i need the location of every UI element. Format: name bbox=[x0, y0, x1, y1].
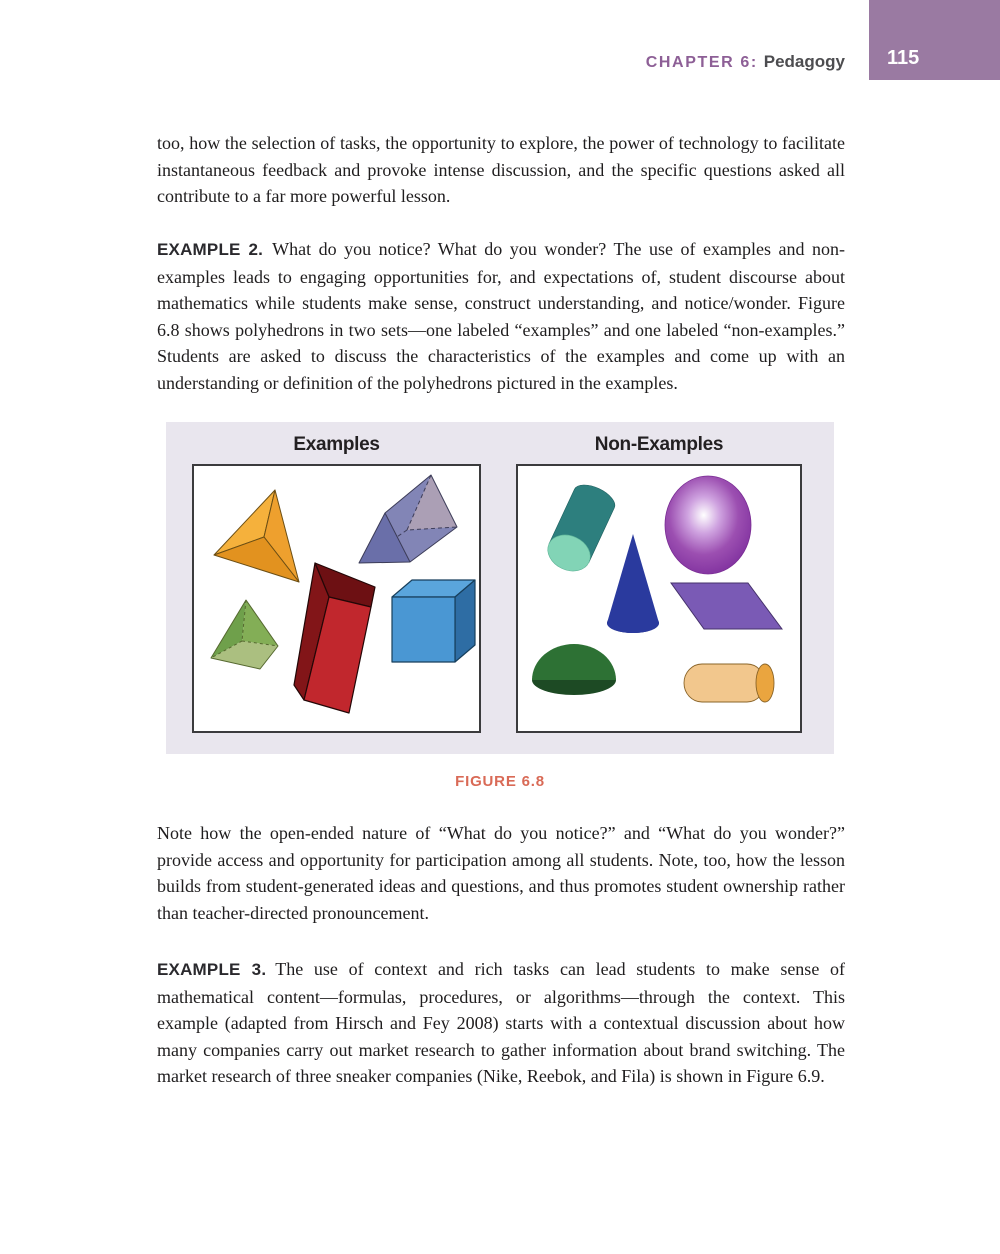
cone-shape bbox=[607, 534, 659, 633]
paragraph-example-3 bbox=[157, 956, 845, 1090]
running-head bbox=[646, 52, 845, 72]
rectangular-prism-shape bbox=[294, 563, 375, 713]
example-3-label: EXAMPLE 3. bbox=[157, 960, 267, 979]
page-number-tab bbox=[869, 0, 1000, 80]
paragraph-example-2 bbox=[157, 236, 845, 396]
example-2-text: What do you notice? What do you wonder? The use of examples and non-examples leads to engaging opportunities for, and expectations of, student discourse about mathematics while students make sense, construct understanding, and notice/wonder. Figure 6.8 shows polyhedrons in two sets—one labeled “examples” and one labeled “non-examples.” Students are asked to discuss the characteristics of the examples and come up with an understanding or definition of the polyhedrons pictured in the examples. bbox=[157, 239, 845, 393]
figure-caption: FIGURE 6.8 bbox=[455, 773, 545, 790]
chapter-title: Pedagogy bbox=[763, 52, 845, 71]
examples-shapes-graphic bbox=[194, 466, 479, 731]
paragraph-intro: too, how the selection of tasks, the opportunity to explore, the power of technology to facilitate instantaneous feedback and provoke intense discussion, and the specific questions asked all contribute to a far more powerful lesson. bbox=[157, 133, 845, 206]
triangular-prism-shape bbox=[359, 475, 457, 563]
example-3-text: The use of context and rich tasks can lead students to make sense of mathematical content—formulas, procedures, or algorithms—through the context. This example (adapted from Hirsch and Fey 2008) starts with a contextual discussion about how many companies carry out market research to gather information about brand switching. The market research of three sneaker companies (Nike, Reebok, and Fila) is shown in Figure 6.9. bbox=[157, 959, 845, 1086]
figure-6-8-panel bbox=[166, 422, 834, 754]
examples-box bbox=[192, 464, 481, 733]
sphere-shape bbox=[665, 476, 751, 574]
page-number: 115 bbox=[887, 47, 920, 69]
chapter-label: CHAPTER 6: bbox=[645, 54, 758, 71]
non-examples-column-title: Non-Examples bbox=[594, 434, 724, 455]
horizontal-cylinder-shape bbox=[684, 664, 774, 702]
example-2-label: EXAMPLE 2. bbox=[157, 240, 264, 259]
hemisphere-shape bbox=[532, 644, 616, 695]
parallelogram-shape bbox=[671, 583, 782, 629]
paragraph-note: Note how the open-ended nature of “What do you notice?” and “What do you wonder?” provide access and opportunity for participation among all students. Note, too, how the lesson builds from student-generated ideas and questions, and thus promotes student ownership rather than teacher-directed pronouncement. bbox=[157, 823, 845, 923]
examples-column-title: Examples bbox=[293, 434, 380, 455]
tetrahedron-shape bbox=[214, 490, 299, 582]
cube-shape bbox=[392, 580, 475, 662]
tilted-cylinder-shape bbox=[542, 479, 619, 577]
non-examples-shapes-graphic bbox=[518, 466, 800, 731]
square-pyramid-shape bbox=[211, 600, 278, 669]
non-examples-box bbox=[516, 464, 802, 733]
